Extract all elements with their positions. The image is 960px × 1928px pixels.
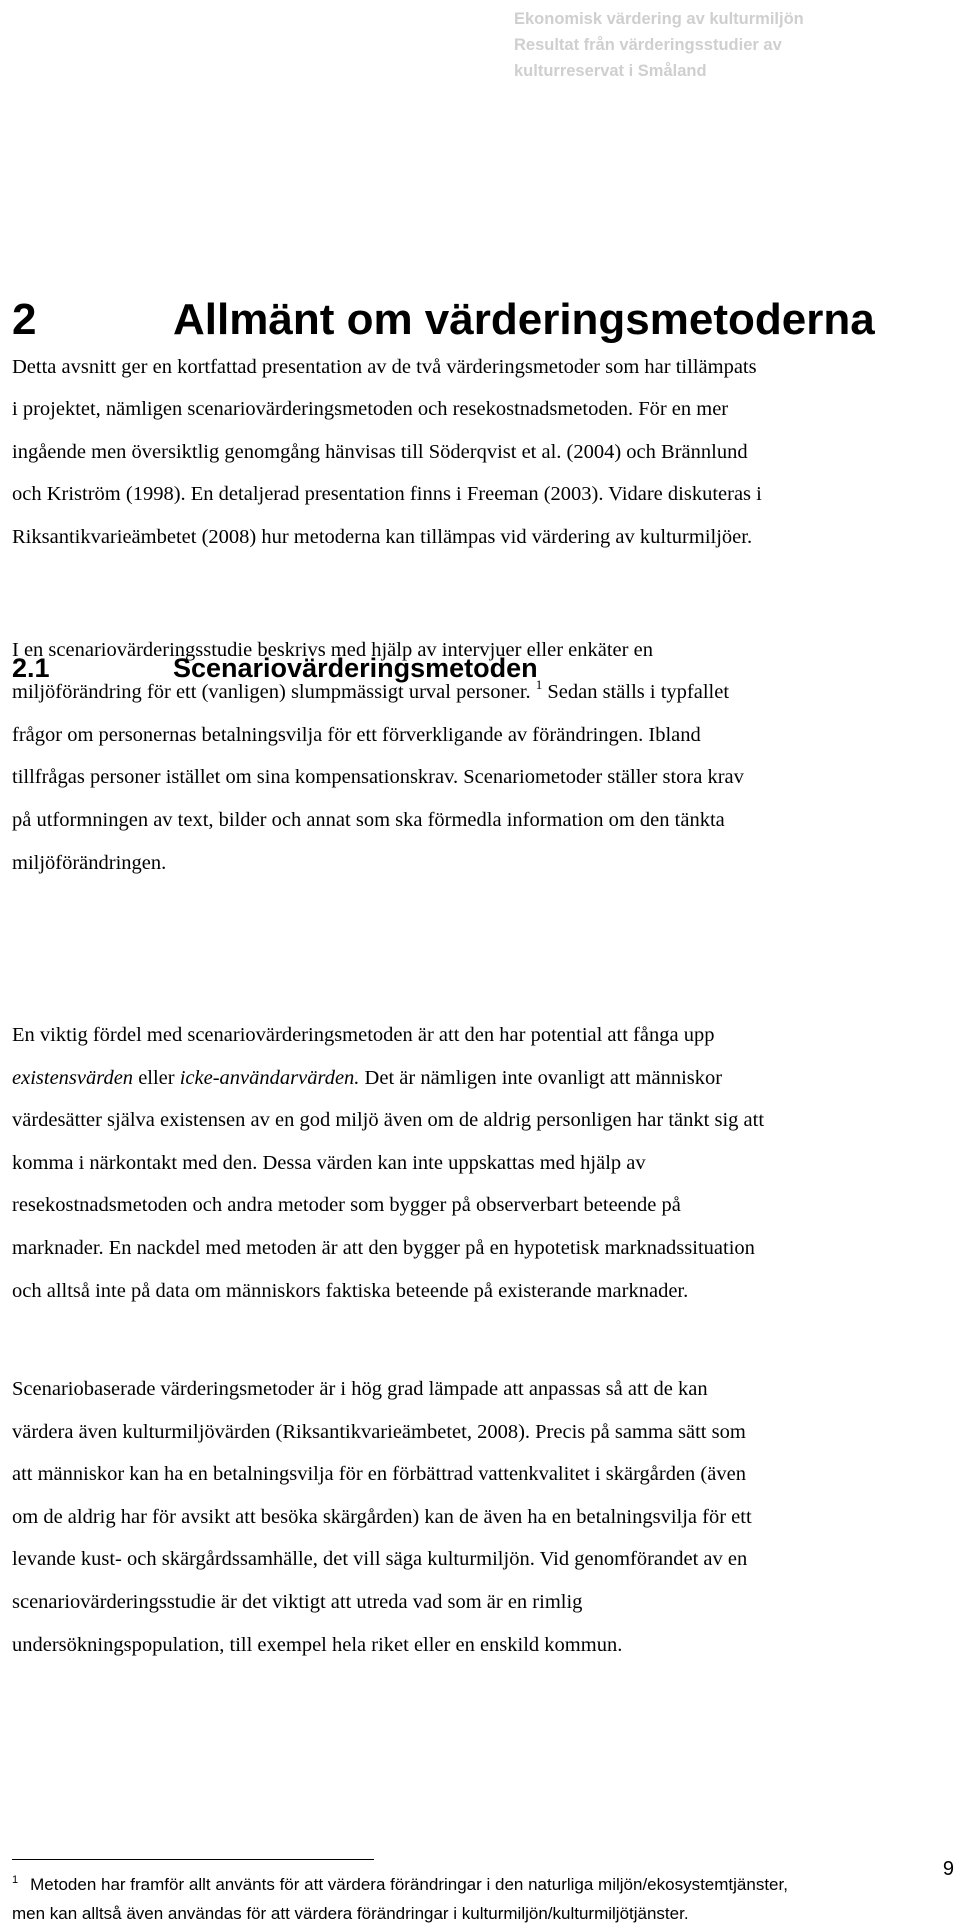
- text-run: Sedan ställs i typfallet: [542, 681, 730, 704]
- running-header-line: Resultat från värderingsstudier av: [514, 36, 782, 54]
- paragraph-line: om de aldrig har för avsikt att besöka skärgården) kan de även ha en betalningsvilja för ett: [12, 1505, 752, 1528]
- paragraph-line: ingående men översiktlig genomgång hänvisas till Söderqvist et al. (2004) och Brännlund: [12, 440, 748, 463]
- paragraph-line: Riksantikvarieämbetet (2008) hur metoderna kan tillämpas vid värdering av kulturmiljöer.: [12, 525, 753, 548]
- paragraph-line: frågor om personernas betalningsvilja för ett förverkligande av förändringen. Ibland: [12, 723, 701, 746]
- running-header: [514, 6, 954, 84]
- page-number: 9: [942, 1858, 954, 1880]
- paragraph-advantages: [12, 1014, 952, 1312]
- paragraph-line: i projektet, nämligen scenariovärderingsmetoden och resekostnadsmetoden. För en mer: [12, 398, 729, 421]
- paragraph-line: tillfrågas personer istället om sina kompensationskrav. Scenariometoder ställer stora krav: [12, 766, 744, 789]
- text-run: Metoden har framför allt använts för att värdera förändringar i den naturliga miljön/ekosystemtjänster,: [30, 1875, 788, 1894]
- paragraph-line: att människor kan ha en betalningsvilja för en förbättrad vattenkvalitet i skärgården (även: [12, 1463, 746, 1486]
- paragraph-line: resekostnadsmetoden och andra metoder som bygger på observerbart beteende på: [12, 1194, 681, 1217]
- paragraph-cultural-values: [12, 1368, 952, 1666]
- paragraph-line: scenariovärderingsstudie är det viktigt att utreda vad som är en rimlig: [12, 1590, 583, 1613]
- italic-term: existensvärden: [12, 1066, 134, 1089]
- chapter-number: 2: [12, 295, 37, 344]
- section-number: 2.1: [12, 653, 50, 683]
- paragraph-line: En viktig fördel med scenariovärderingsmetoden är att den har potential att fånga upp: [12, 1024, 715, 1046]
- footnote: [12, 1870, 952, 1928]
- footnote-mark: 1: [12, 1874, 19, 1886]
- paragraph-line: värdesätter själva existensen av en god miljö även om de aldrig personligen har tänkt sig att: [12, 1109, 765, 1132]
- paragraph-line: värdera även kulturmiljövärden (Riksantikvarieämbetet, 2008). Precis på samma sätt som: [12, 1420, 746, 1443]
- footnote-reference: 1: [535, 677, 543, 693]
- paragraph-line: [12, 671, 952, 714]
- footnote-line: men kan alltså även användas för att värdera förändringar i kulturmiljön/kulturmiljötjänster.: [12, 1904, 689, 1923]
- section-title: Scenariovärderingsmetoden: [173, 653, 538, 683]
- text-run: miljöförändring för ett (vanligen) slumpmässigt urval personer.: [12, 681, 531, 704]
- paragraph-line: och alltså inte på data om människors faktiska beteende på existerande marknader.: [12, 1279, 689, 1302]
- running-header-line: kulturreservat i Småland: [514, 62, 707, 80]
- italic-term: icke-användarvärden.: [179, 1066, 360, 1089]
- paragraph-line: miljöförändringen.: [12, 851, 167, 874]
- running-header-line: Ekonomisk värdering av kulturmiljön: [514, 10, 804, 28]
- text-run: Det är nämligen inte ovanligt att människor: [359, 1066, 723, 1089]
- paragraph-line: I en scenariovärderingsstudie beskrivs med hjälp av intervjuer eller enkäter en: [12, 638, 653, 661]
- paragraph-line: på utformningen av text, bilder och annat som ska förmedla information om den tänkta: [12, 808, 725, 831]
- paragraph-line: komma i närkontakt med den. Dessa värden kan inte uppskattas med hjälp av: [12, 1151, 646, 1174]
- paragraph-line: och Kriström (1998). En detaljerad presentation finns i Freeman (2003). Vidare diskuteras i: [12, 483, 762, 506]
- paragraph-line: marknader. En nackdel med metoden är att den bygger på en hypotetisk marknadssituation: [12, 1236, 755, 1259]
- paragraph-line: undersökningspopulation, till exempel hela riket eller en enskild kommun.: [12, 1633, 623, 1656]
- paragraph-line: [12, 1057, 952, 1100]
- text-run: eller: [133, 1066, 180, 1089]
- footnote-divider: [12, 1859, 374, 1860]
- chapter-title: Allmänt om värderingsmetoderna: [173, 295, 875, 344]
- paragraph-line: Scenariobaserade värderingsmetoder är i hög grad lämpade att anpassas så att de kan: [12, 1378, 708, 1400]
- paragraph-scenario-intro: [12, 586, 952, 884]
- intro-paragraph: [12, 303, 952, 559]
- paragraph-line: Detta avsnitt ger en kortfattad presentation av de två värderingsmetoder som har tillämpats: [12, 355, 757, 378]
- paragraph-line: levande kust- och skärgårdssamhälle, det vill säga kulturmiljön. Vid genomförandet av en: [12, 1548, 748, 1571]
